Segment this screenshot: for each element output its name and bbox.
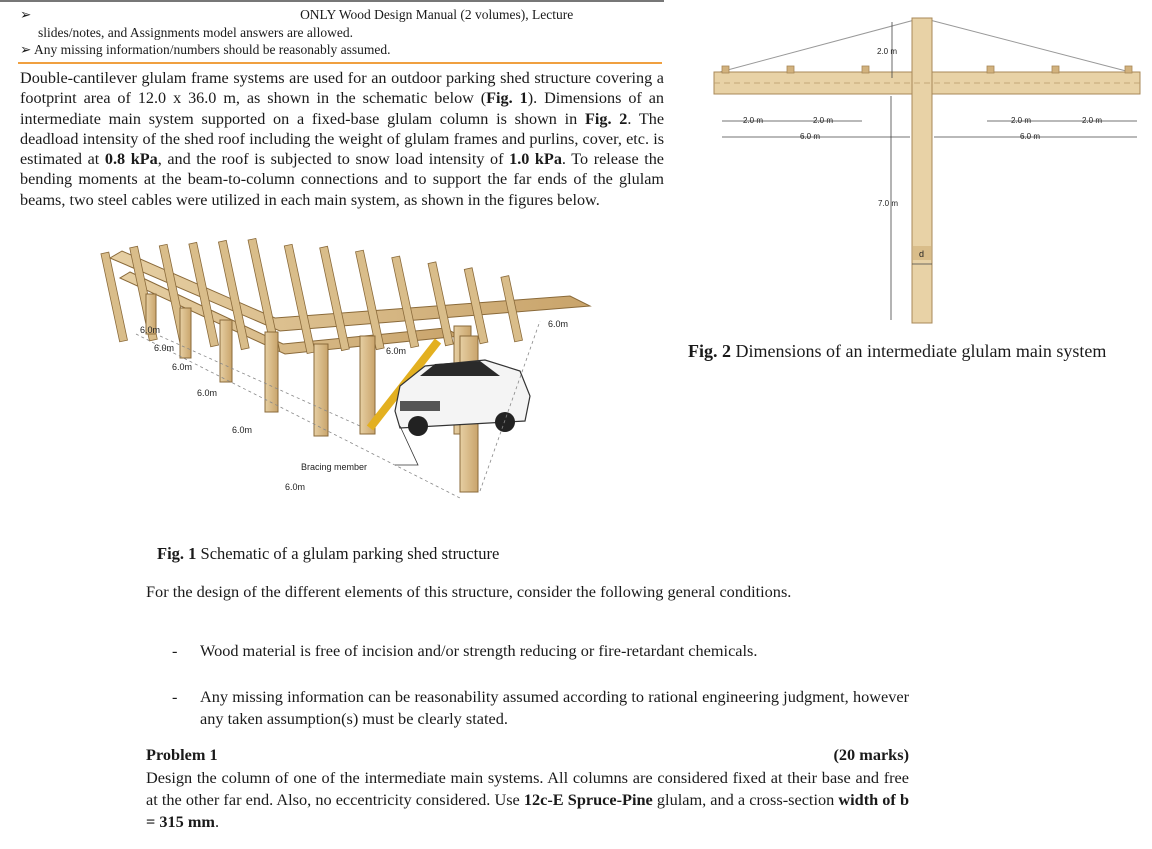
problem-statement	[146, 767, 909, 833]
intro-paragraph	[20, 68, 664, 210]
intro-text-1: Double-cantilever glulam frame systems are used for an outdoor parking shed structure covering a footprint area of 12.0 x 36.0 m, as shown in the schematic below (	[20, 69, 664, 108]
fig1-caption-text: Schematic of a glulam parking shed structure	[196, 544, 500, 563]
purlin	[1125, 66, 1132, 73]
snow-load-value: 1.0 kPa	[509, 150, 562, 169]
fig2-caption-label: Fig. 2	[688, 341, 731, 361]
purlin	[284, 244, 315, 353]
glulam-column	[912, 18, 932, 323]
intro-text-4: , and the roof is subjected to snow load intensity of	[157, 150, 510, 169]
fig1-caption-label: Fig. 1	[157, 544, 197, 563]
fig2-caption-text: Dimensions of an intermediate glulam main system	[731, 341, 1107, 361]
condition-item-2: Any missing information can be reasonability assumed according to rational engineering judgment, however any taken assumption(s) must be clearly stated.	[200, 687, 909, 728]
problem-grade: 12c-E Spruce-Pine	[523, 790, 653, 809]
list-dash: -	[172, 687, 178, 706]
dim-label-6m: 6.0 m	[800, 132, 821, 141]
dim-label-depth: d	[919, 249, 925, 259]
fig1-reference: Fig. 1	[486, 89, 528, 108]
dim-label: 6.0m	[172, 362, 193, 372]
purlin	[722, 66, 729, 73]
dim-label-2m: 2.0 m	[1082, 116, 1103, 125]
dim-label: 6.0m	[154, 343, 175, 353]
header-bullet-1-text: ONLY Wood Design Manual (2 volumes), Lecture	[300, 7, 574, 22]
intro-text-3: . The deadload intensity of the shed roof including the weight of glulam frames and purlins, cover, etc. is estimated at	[20, 109, 665, 169]
column	[314, 344, 328, 436]
page-top-rule	[0, 0, 664, 2]
bullet-arrow-icon: ➢	[20, 7, 32, 22]
purlin	[787, 66, 794, 73]
fig2-caption	[688, 341, 1106, 362]
column	[220, 320, 232, 382]
bracing-label: Bracing member	[301, 462, 368, 472]
bullet-arrow-icon: ➢	[20, 42, 32, 57]
dim-label: 6.0m	[232, 425, 253, 435]
car-grille	[400, 401, 440, 411]
dim-label: 6.0m	[285, 482, 306, 492]
problem-width: width of b = 315 mm	[146, 790, 910, 831]
dim-label: 6.0m	[548, 319, 569, 329]
purlin	[862, 66, 869, 73]
purlin	[356, 250, 385, 349]
fig2-frame-diagram	[700, 10, 1152, 330]
dim-label-cable-height: 2.0 m	[877, 47, 898, 56]
section-divider	[18, 62, 662, 64]
purlin	[987, 66, 994, 73]
intro-text-2: ). Dimensions of an intermediate main system supported on a fixed-base glulam column is shown in	[20, 89, 665, 128]
dead-load-value: 0.8 kPa	[104, 150, 158, 169]
header-bullet-2-text: Any missing information/numbers should be reasonably assumed.	[33, 42, 391, 57]
dim-label-2m: 2.0 m	[813, 116, 834, 125]
dim-label-6m: 6.0 m	[1020, 132, 1041, 141]
dim-label-2m: 2.0 m	[743, 116, 764, 125]
header-bullet-2	[20, 41, 391, 58]
header-bullet-1-line2: slides/notes, and Assignments model answers are allowed.	[38, 25, 353, 40]
problem-marks: (20 marks)	[833, 745, 909, 764]
dim-label: 6.0m	[197, 388, 218, 398]
purlin	[320, 246, 350, 350]
header-bullet-1	[20, 6, 573, 23]
purlin	[1052, 66, 1059, 73]
car-wheel	[408, 416, 428, 436]
purlin	[101, 252, 128, 342]
dim-label: 6.0m	[140, 325, 161, 335]
dim-label: 6.0m	[386, 346, 407, 356]
fig2-reference: Fig. 2	[584, 109, 628, 128]
fig1-caption	[157, 544, 499, 564]
list-dash: -	[172, 641, 178, 660]
conditions-intro: For the design of the different elements of this structure, consider the following general conditions.	[146, 582, 792, 601]
problem-text-1: Design the column of one of the intermediate main systems. All columns are considered fixed at their base and free at the other far end. Also, no eccentricity considered. Use	[146, 768, 909, 809]
intro-text-5: . To release the bending moments at the beam-to-column connections and to support the far ends of the glulam beams, two steel cables were utilized in each main system, as shown in the figures below.	[20, 150, 664, 209]
problem-title: Problem 1	[146, 745, 218, 764]
condition-item-1: Wood material is free of incision and/or strength reducing or fire-retardant chemicals.	[200, 641, 758, 660]
dim-label-column-height: 7.0 m	[878, 199, 899, 208]
dim-label-2m: 2.0 m	[1011, 116, 1032, 125]
car-wheel	[495, 412, 515, 432]
fig1-schematic	[100, 236, 620, 536]
column	[180, 308, 191, 358]
steel-cable-right	[922, 18, 1130, 72]
problem-text-2: glulam, and a cross-section	[652, 790, 839, 809]
problem-text-3: .	[214, 812, 220, 831]
